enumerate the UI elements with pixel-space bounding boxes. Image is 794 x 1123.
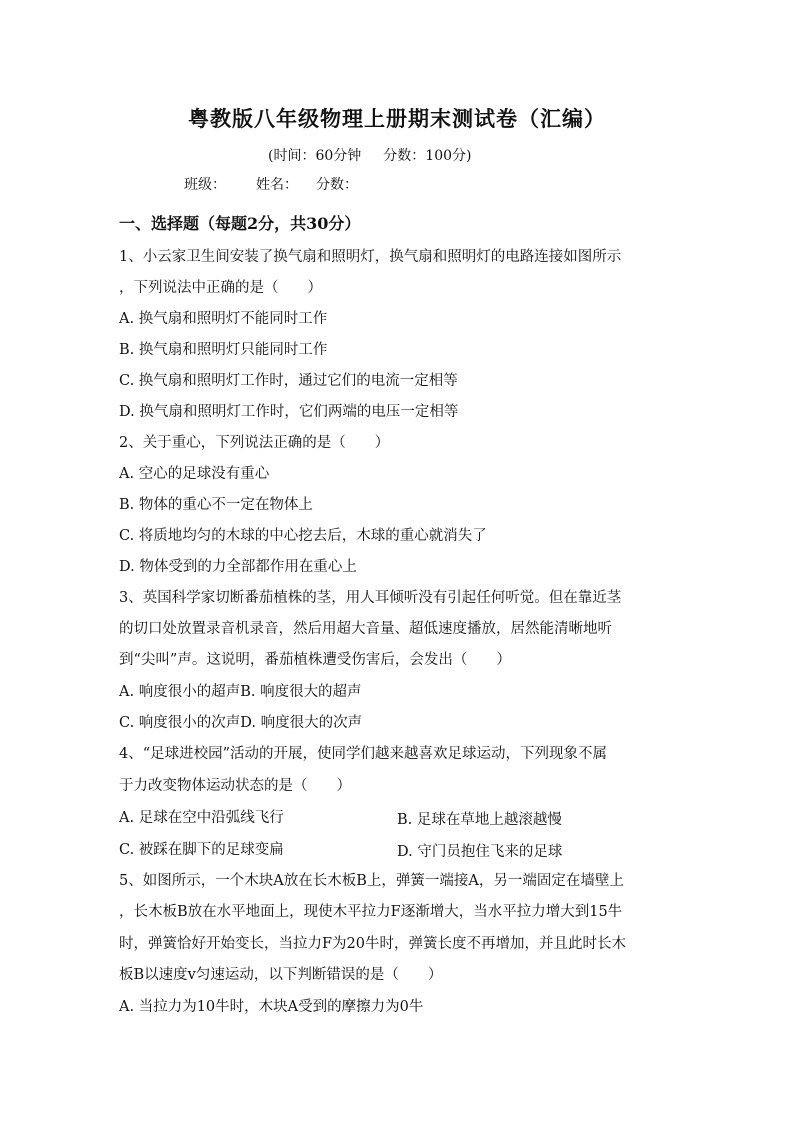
question-2-option-c: C. 将质地均匀的木球的中心挖去后，木球的重心就消失了	[119, 528, 487, 544]
student-info	[184, 174, 358, 194]
question-1-option-b: B. 换气扇和照明灯只能同时工作	[119, 342, 328, 358]
question-4-option-a: A. 足球在空中沿弧线飞行	[119, 810, 284, 826]
question-1-option-c: C. 换气扇和照明灯工作时，通过它们的电流一定相等	[119, 373, 458, 389]
question-1-option-d: D. 换气扇和照明灯工作时，它们两端的电压一定相等	[119, 404, 459, 420]
question-3-options-cd: C. 响度很小的次声D. 响度很大的次声	[119, 715, 363, 731]
question-4-text: 4、“足球进校园”活动的开展，使同学们越来越喜欢足球运动，下列现象不属	[119, 746, 608, 762]
question-4-option-c: C. 被踩在脚下的足球变扁	[119, 842, 284, 858]
question-1-option-a: A. 换气扇和照明灯不能同时工作	[119, 311, 328, 327]
page-title: 粤教版八年级物理上册期末测试卷（汇编）	[188, 106, 606, 131]
question-1-text: 1、小云家卫生间安装了换气扇和照明灯，换气扇和照明灯的电路连接如图所示	[119, 249, 622, 265]
section-heading: 一、选择题（每题2分，共30分）	[119, 214, 361, 233]
question-3-options-ab: A. 响度很小的超声B. 响度很大的超声	[119, 684, 362, 700]
question-5-text-cont3: 板B以速度v匀速运动，以下判断错误的是（ ）	[119, 967, 443, 983]
question-4-text-cont: 于力改变物体运动状态的是（ ）	[119, 778, 351, 794]
question-2-text: 2、关于重心，下列说法正确的是（ ）	[119, 435, 390, 451]
time-limit: (时间：60分钟	[268, 148, 362, 164]
question-2-option-b: B. 物体的重心不一定在物体上	[119, 497, 313, 513]
question-3-text-cont2: 到“尖叫”声。这说明，番茄植株遭受伤害后，会发出（ ）	[119, 652, 511, 668]
question-5-text-cont2: 时，弹簧恰好开始变长，当拉力F为20牛时，弹簧长度不再增加，并且此时长木	[119, 936, 627, 952]
question-5-text: 5、如图所示，一个木块A放在长木板B上，弹簧一端接A，另一端固定在墙壁上	[119, 873, 624, 889]
question-4-option-d: D. 守门员抱住飞来的足球	[397, 844, 563, 860]
question-1-text-cont: ，下列说法中正确的是（ ）	[119, 280, 322, 296]
question-5-option-a: A. 当拉力为10牛时，木块A受到的摩擦力为0牛	[119, 999, 424, 1015]
name-label: 姓名：	[256, 177, 298, 193]
question-3-text-cont: 的切口处放置录音机录音，然后用超大音量、超低速度播放，居然能清晰地听	[119, 621, 612, 637]
total-score: 分数：100分)	[383, 148, 472, 164]
score-label: 分数：	[316, 177, 358, 193]
class-label: 班级：	[184, 177, 226, 193]
question-3-text: 3、英国科学家切断番茄植株的茎，用人耳倾听没有引起任何听觉。但在靠近茎	[119, 590, 622, 606]
question-5-text-cont: ，长木板B放在水平地面上，现使木平拉力F逐渐增大，当水平拉力增大到15牛	[119, 904, 623, 920]
question-2-option-d: D. 物体受到的力全部都作用在重心上	[119, 559, 357, 575]
question-4-option-b: B. 足球在草地上越滚越慢	[397, 812, 562, 828]
question-2-option-a: A. 空心的足球没有重心	[119, 466, 270, 482]
exam-meta	[268, 145, 471, 165]
